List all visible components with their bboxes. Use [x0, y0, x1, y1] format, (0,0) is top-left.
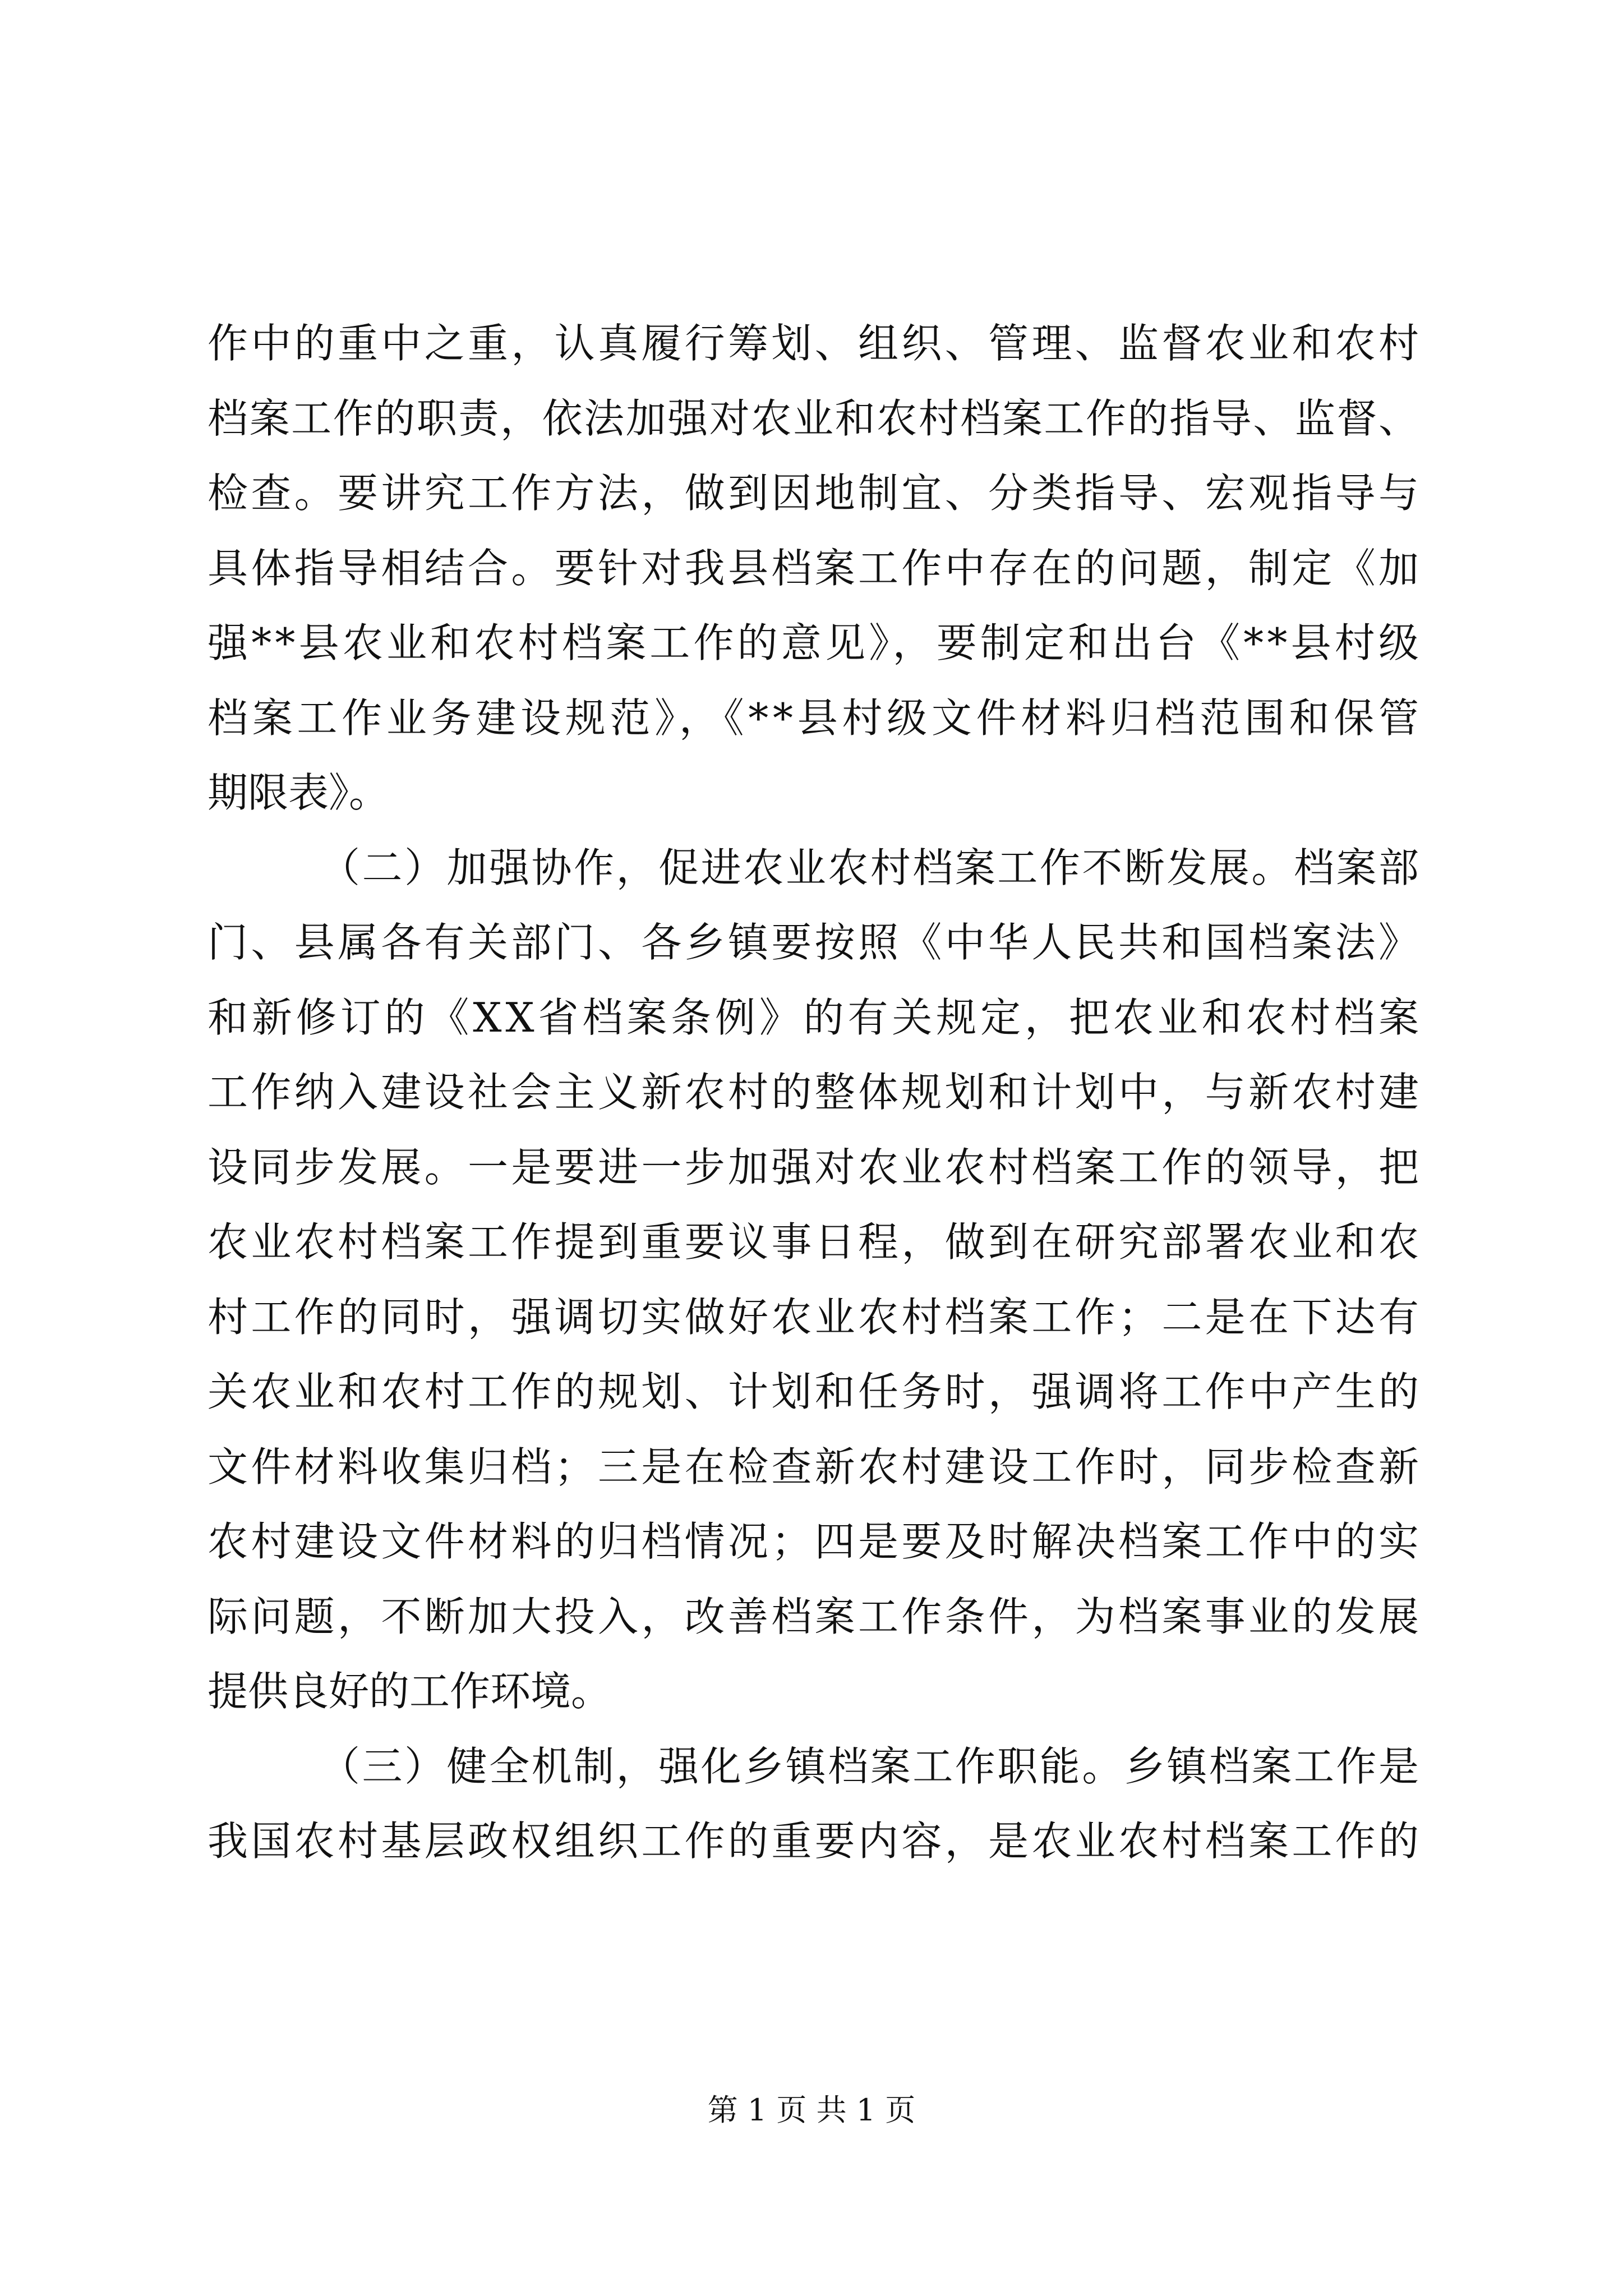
text-line	[0, 1805, 1623, 1877]
text-line-content: 关农业和农村工作的规划、计划和任务时，强调将工作中产生的	[208, 1368, 1422, 1415]
text-line	[0, 832, 1623, 904]
text-line-content: 门、县属各有关部门、各乡镇要按照《中华人民共和国档案法》	[208, 919, 1422, 966]
text-line	[0, 1731, 1623, 1802]
text-line	[0, 1206, 1623, 1278]
text-line-content: 际问题，不断加大投入，改善档案工作条件，为档案事业的发展	[208, 1593, 1422, 1640]
text-line	[0, 1356, 1623, 1428]
text-line-content: 工作纳入建设社会主义新农村的整体规划和计划中，与新农村建	[208, 1069, 1422, 1116]
text-line-content: 档案工作业务建设规范》，《**县村级文件材料归档范围和保管	[208, 694, 1423, 742]
text-line	[0, 307, 1623, 379]
text-line-content: 检查。要讲究工作方法，做到因地制宜、分类指导、宏观指导与	[208, 470, 1422, 517]
text-line	[0, 457, 1623, 529]
text-line-content: 提供良好的工作环境。	[208, 1668, 612, 1715]
text-line	[0, 1131, 1623, 1203]
text-line	[0, 1506, 1623, 1577]
text-line-content: 农村建设文件材料的归档情况；四是要及时解决档案工作中的实	[208, 1518, 1422, 1565]
text-line-content: 期限表》。	[208, 769, 390, 816]
text-line	[0, 1056, 1623, 1128]
text-line	[0, 532, 1623, 604]
text-line	[0, 1655, 1623, 1727]
text-line-content: 具体指导相结合。要针对我县档案工作中存在的问题，制定《加	[208, 544, 1422, 592]
text-line-content: 档案工作的职责，依法加强对农业和农村档案工作的指导、监督、	[208, 394, 1421, 442]
text-line	[0, 1281, 1623, 1353]
text-line-content: 村工作的同时，强调切实做好农业农村档案工作；二是在下达有	[208, 1293, 1422, 1341]
text-line-content: （二）加强协作，促进农业农村档案工作不断发展。档案部	[320, 844, 1421, 891]
text-line-content: 文件材料收集归档；三是在检查新农村建设工作时，同步检查新	[208, 1443, 1422, 1490]
page-footer: 第 1 页 共 1 页	[707, 2092, 916, 2128]
text-line-content: 作中的重中之重，认真履行筹划、组织、管理、监督农业和农村	[208, 320, 1422, 367]
text-line-content: 和新修订的《XX省档案条例》的有关规定，把农业和农村档案	[208, 993, 1423, 1041]
text-line	[0, 682, 1623, 754]
text-line	[0, 1581, 1623, 1653]
text-line	[0, 757, 1623, 829]
text-line-content: 我国农村基层政权组织工作的重要内容，是农业农村档案工作的	[208, 1818, 1422, 1865]
text-line	[0, 607, 1623, 679]
text-line-content: 设同步发展。一是要进一步加强对农业农村档案工作的领导，把	[208, 1143, 1422, 1191]
text-line-content: 强**县农业和农村档案工作的意见》，要制定和出台《**县村级	[208, 619, 1423, 666]
text-line	[0, 982, 1623, 1053]
text-line-content: （三）健全机制，强化乡镇档案工作职能。乡镇档案工作是	[320, 1742, 1421, 1790]
text-line	[0, 907, 1623, 978]
text-line	[0, 383, 1623, 454]
text-line-content: 农业农村档案工作提到重要议事日程，做到在研究部署农业和农	[208, 1218, 1422, 1266]
text-line	[0, 1431, 1623, 1503]
